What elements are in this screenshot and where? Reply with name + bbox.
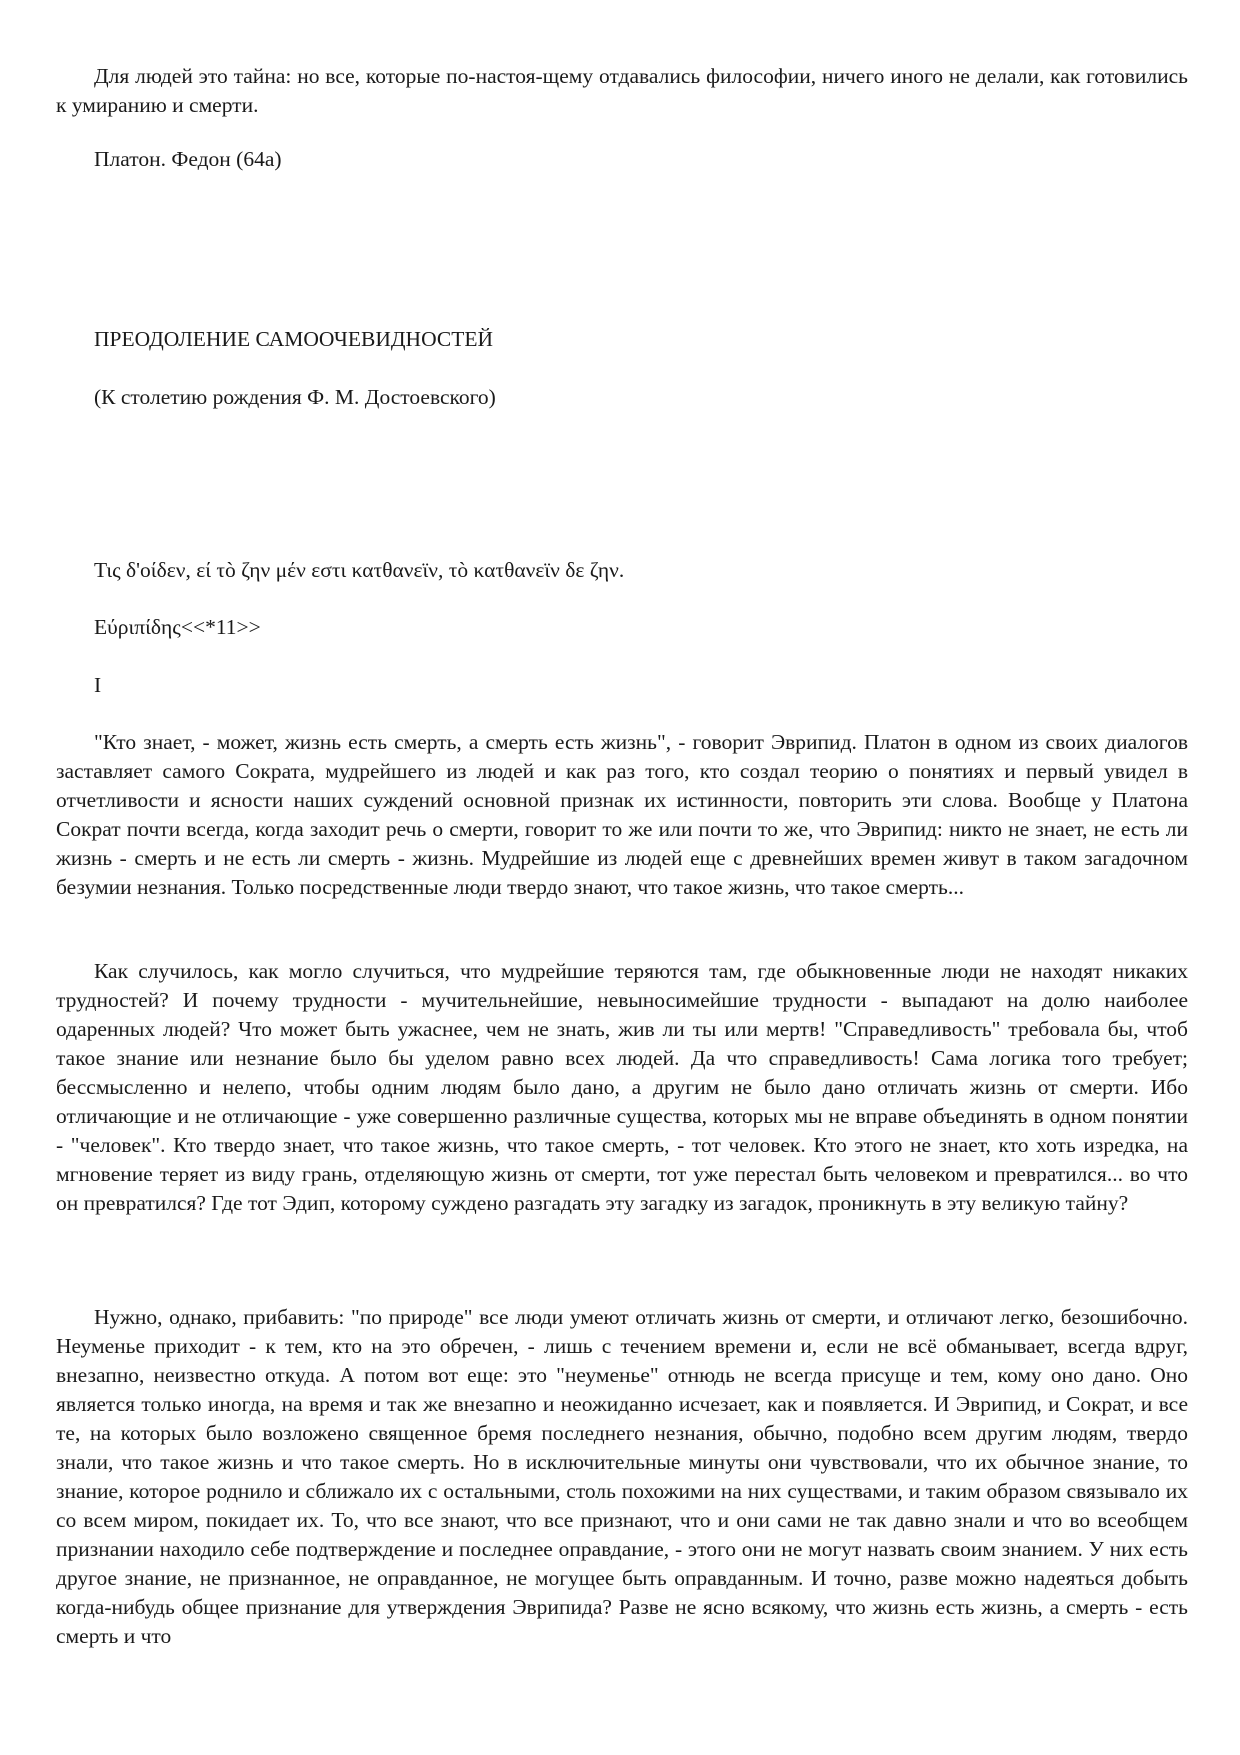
greek-epigraph-quote: Τις δ'οίδεν, εί τò ζην μέν εστι κατθανεϊν, τò κατθανεϊν δε ζην. — [94, 558, 625, 582]
epigraph-quote: Для людей это тайна: но все, которые по-настоя-щему отдавались философии, ничего иного не делали, как готовились к умиранию и смерти. — [56, 64, 1188, 117]
epigraph-source: Платон. Федон (64а) — [94, 147, 282, 171]
page-title: ПРЕОДОЛЕНИЕ САМООЧЕВИДНОСТЕЙ — [94, 327, 493, 351]
page-subtitle: (К столетию рождения Ф. М. Достоевского) — [94, 385, 496, 409]
paragraph-1: "Кто знает, - может, жизнь есть смерть, а смерть есть жизнь", - говорит Эврипид. Платон в одном из своих диалогов заставляет самого Сократа, мудрейшего из людей и как раз того, кто создал теорию о понятиях и первый увидел в отчетливости и ясности наших суждений основной признак их истинности, повторить эти слова. Вообще у Платона Сократ почти всегда, когда заходит речь о смерти, говорит то же или почти то же, что Эврипид: никто не знает, не есть ли жизнь - смерть и не есть ли смерть - жизнь. Мудрейшие из людей еще с древнейших времен живут в таком загадочном безумии незнания. Только посредственные люди твердо знают, что такое жизнь, что такое смерть... — [56, 730, 1188, 899]
paragraph-3: Нужно, однако, прибавить: "по природе" все люди умеют отличать жизнь от смерти, и отличают легко, безошибочно. Неуменье приходит - к тем, кто на это обречен, - лишь с течением времени и, если не всё обманывает, всегда вдруг, внезапно, неизвестно откуда. А потом вот еще: это "неуменье" отнюдь не всегда присуще и тем, кому оно дано. Оно является только иногда, на время и так же внезапно и неожиданно исчезает, как и появляется. И Эврипид, и Сократ, и все те, на которых было возложено священное бремя последнего незнания, обычно, подобно всем другим людям, твердо знали, что такое жизнь и что такое смерть. Но в исключительные минуты они чувствовали, что их обычное знание, то знание, которое роднило и сближало их с остальными, столь похожими на них существами, и таким образом связывало их со всем миром, покидает их. То, что все знают, что все признают, что и они сами не так давно знали и что во всеобщем признании находило себе подтверждение и последнее оправдание, - этого они не могут назвать своим знанием. У них есть другое знание, не признанное, не оправданное, не могущее быть оправданным. И точно, разве можно надеяться добыть когда-нибудь общее признание для утверждения Эврипида? Разве не ясно всякому, что жизнь есть жизнь, а смерть - есть смерть и что — [56, 1305, 1188, 1648]
greek-epigraph-source: Εύριπίδης<<*11>> — [94, 615, 261, 639]
paragraph-2: Как случилось, как могло случиться, что мудрейшие теряются там, где обыкновенные люди не находят никаких трудностей? И почему трудности - мучительнейшие, невыносимейшие трудности - выпадают на долю наиболее одаренных людей? Что может быть ужаснее, чем не знать, жив ли ты или мертв! "Справедливость" требовала бы, чтоб такое знание или незнание было бы уделом равно всех людей. Да что справедливость! Сама логика того требует; бессмысленно и нелепо, чтобы одним людям было дано, а другим не было дано отличать жизнь от смерти. Ибо отличающие и не отличающие - уже совершенно различные существа, которых мы не вправе объединять в одном понятии - "человек". Кто твердо знает, что такое жизнь, что такое смерть, - тот человек. Кто этого не знает, кто хоть изредка, на мгновение теряет из виду грань, отделяющую жизнь от смерти, тот уже перестал быть человеком и превратился... во что он превратился? Где тот Эдип, которому суждено разгадать эту загадку из загадок, проникнуть в эту великую тайну? — [56, 959, 1188, 1215]
section-number: I — [94, 673, 102, 697]
